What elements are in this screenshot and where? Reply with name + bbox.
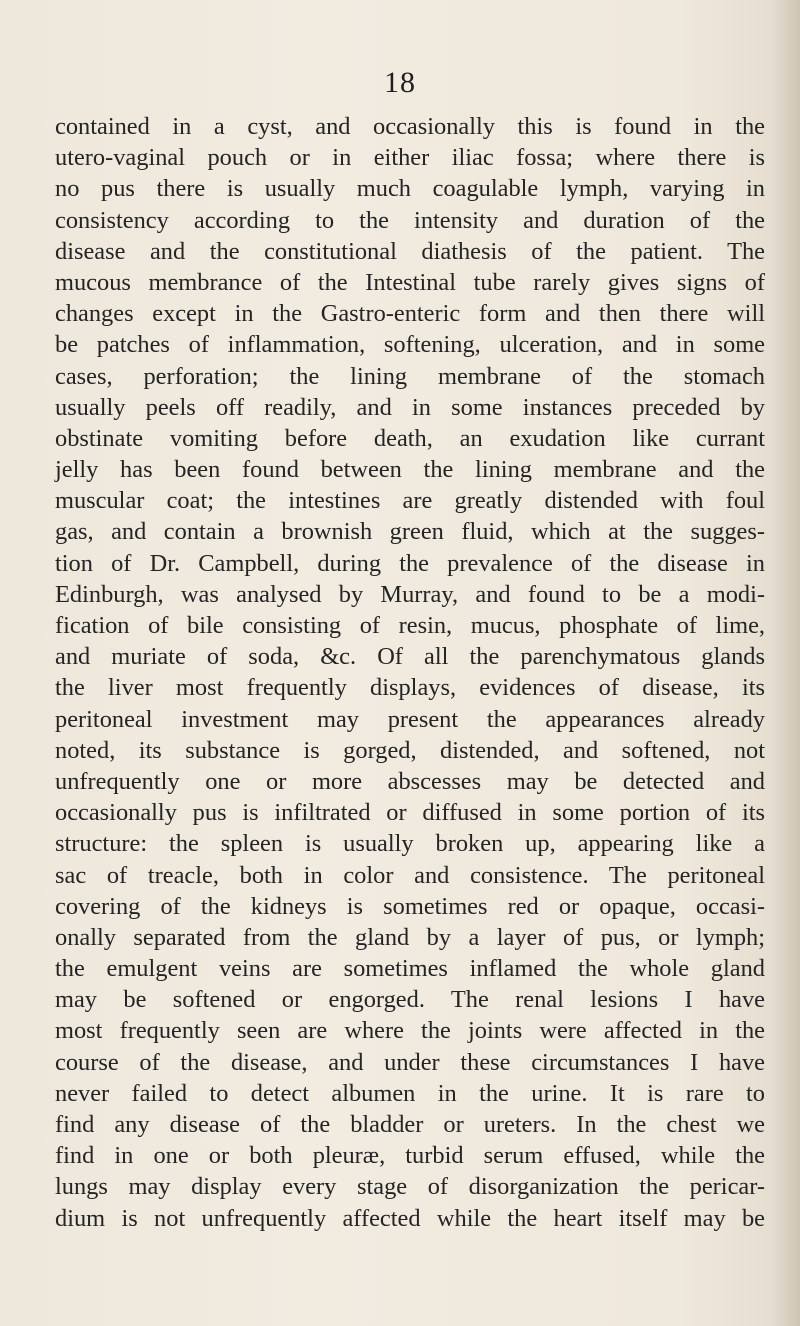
text-line: structure: the spleen is usually broken up, appearing like a — [55, 830, 765, 858]
text-line: obstinate vomiting before death, an exudation like currant — [55, 424, 765, 452]
text-line: Edinburgh, was analysed by Murray, and found to be a modi- — [55, 580, 765, 608]
text-line: gas, and contain a brownish green fluid, which at the sugges- — [55, 518, 765, 546]
text-line: utero-vaginal pouch or in either iliac fossa; where there is — [55, 144, 765, 172]
text-line: usually peels off readily, and in some instances preceded by — [55, 393, 765, 421]
text-line: consistency according to the intensity and duration of the — [55, 206, 765, 234]
text-line: changes except in the Gastro-enteric form and then there will — [55, 300, 765, 328]
text-line: tion of Dr. Campbell, during the prevalence of the disease in — [55, 549, 765, 577]
text-line: dium is not unfrequently affected while the heart itself may be — [55, 1204, 765, 1232]
text-line: contained in a cyst, and occasionally this is found in the — [55, 113, 765, 140]
text-line: and muriate of soda, &c. Of all the parenchymatous glands — [55, 643, 765, 671]
text-line: may be softened or engorged. The renal lesions I have — [55, 986, 765, 1014]
text-line: lungs may display every stage of disorganization the pericar- — [55, 1173, 765, 1201]
body-paragraph — [55, 111, 765, 1234]
page-number: 18 — [384, 66, 416, 99]
text-line: peritoneal investment may present the appearances already — [55, 705, 765, 733]
text-line: jelly has been found between the lining membrane and the — [55, 456, 765, 484]
text-line: no pus there is usually much coagulable lymph, varying in — [55, 175, 765, 203]
text-line: find in one or both pleuræ, turbid serum effused, while the — [55, 1142, 765, 1170]
text-line: covering of the kidneys is sometimes red or opaque, occasi- — [55, 892, 765, 920]
text-line: the liver most frequently displays, evidences of disease, its — [55, 674, 765, 702]
text-line: be patches of inflammation, softening, ulceration, and in some — [55, 331, 765, 359]
text-line: occasionally pus is infiltrated or diffused in some portion of its — [55, 799, 765, 827]
text-line: cases, perforation; the lining membrane of the stomach — [55, 362, 765, 390]
text-line: mucous membrance of the Intestinal tube rarely gives signs of — [55, 268, 765, 296]
text-line: onally separated from the gland by a layer of pus, or lymph; — [55, 923, 765, 951]
text-line: course of the disease, and under these circumstances I have — [55, 1048, 765, 1076]
page-edge-shadow — [772, 0, 800, 1326]
text-line: fication of bile consisting of resin, mucus, phosphate of lime, — [55, 612, 765, 639]
text-line: noted, its substance is gorged, distended, and softened, not — [55, 736, 765, 764]
text-line: disease and the constitutional diathesis of the patient. The — [55, 237, 765, 265]
text-line: sac of treacle, both in color and consistence. The peritoneal — [55, 861, 765, 889]
text-line: never failed to detect albumen in the urine. It is rare to — [55, 1079, 765, 1107]
text-line: muscular coat; the intestines are greatly distended with foul — [55, 487, 765, 515]
text-line: find any disease of the bladder or ureters. In the chest we — [55, 1111, 765, 1138]
text-line: the emulgent veins are sometimes inflamed the whole gland — [55, 955, 765, 983]
text-line: most frequently seen are where the joints were affected in the — [55, 1017, 765, 1045]
text-line: unfrequently one or more abscesses may be detected and — [55, 767, 765, 795]
